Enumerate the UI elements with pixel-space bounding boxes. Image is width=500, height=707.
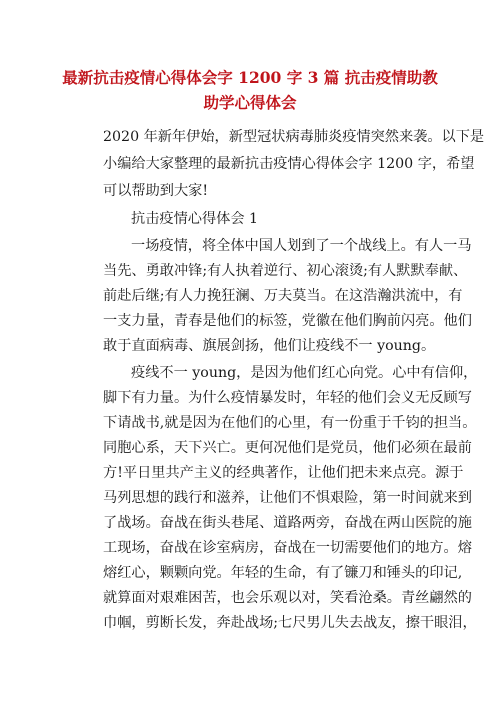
- paragraph-2-line-11: 巾帼，剪断长发，奔赴战场;七尺男儿失去战友，擦干眼泪，: [103, 615, 477, 631]
- paragraph-1-line-3: 前赴后继;有人力挽狂澜、万夫莫当。在这浩瀚洪流中，有: [103, 288, 463, 304]
- paragraph-2-line-2: 脚下有力量。为什么疫情暴发时，年轻的他们会义无反顾写: [103, 390, 472, 406]
- paragraph-2-line-7: 了战场。奋战在街头巷尾、道路两旁，奋战在两山医院的施: [103, 515, 472, 531]
- paragraph-1-line-5: 敢于直面病毒、旗展剑扬，他们让疫线不一 young。: [103, 338, 436, 354]
- paragraph-1-line-1: 一场疫情，将全体中国人划到了一个战线上。有人一马: [131, 238, 472, 254]
- paragraph-2-line-10: 就算面对艰难困苦，也会乐观以对，笑看沧桑。青丝翩然的: [103, 590, 472, 606]
- paragraph-2-line-4: 同胞心系，天下兴亡。更何况他们是党员，他们必须在最前: [103, 440, 472, 456]
- paragraph-1-line-2: 当先、勇敢冲锋;有人执着逆行、初心滚烫;有人默默奉献、: [103, 263, 468, 279]
- paragraph-2-line-8: 工现场，奋战在诊室病房，奋战在一切需要他们的地方。熔: [103, 540, 472, 556]
- intro-line-3: 可以帮助到大家!: [103, 183, 209, 199]
- section-heading: 抗击疫情心得体会 1: [131, 211, 259, 227]
- document-title-line-2: 助学心得体会: [203, 93, 297, 112]
- paragraph-2-line-6: 马列思想的践行和滋养，让他们不惧艰险，第一时间就来到: [103, 490, 472, 506]
- paragraph-2-line-9: 熔红心，颗颗向党。年轻的生命，有了镰刀和锤头的印记,: [103, 565, 463, 581]
- paragraph-1-line-4: 一支力量，青春是他们的标签，党徽在他们胸前闪亮。他们: [103, 313, 472, 329]
- paragraph-2-line-3: 下请战书,就是因为在他们的心里，有一份重于千钧的担当。: [103, 415, 477, 431]
- intro-line-1: 2020 年新年伊始，新型冠状病毒肺炎疫情突然来袭。以下是: [103, 129, 485, 145]
- paragraph-2-line-1: 疫线不一 young，是因为他们红心向党。心中有信仰，: [131, 365, 478, 381]
- document-title-line-1: 最新抗击疫情心得体会字 1200 字 3 篇 抗击疫情助教: [62, 68, 438, 87]
- paragraph-2-line-5: 方!平日里共产主义的经典著作，让他们把未来点亮。源于: [103, 465, 464, 481]
- intro-line-2: 小编给大家整理的最新抗击疫情心得体会字 1200 字，希望: [103, 156, 475, 172]
